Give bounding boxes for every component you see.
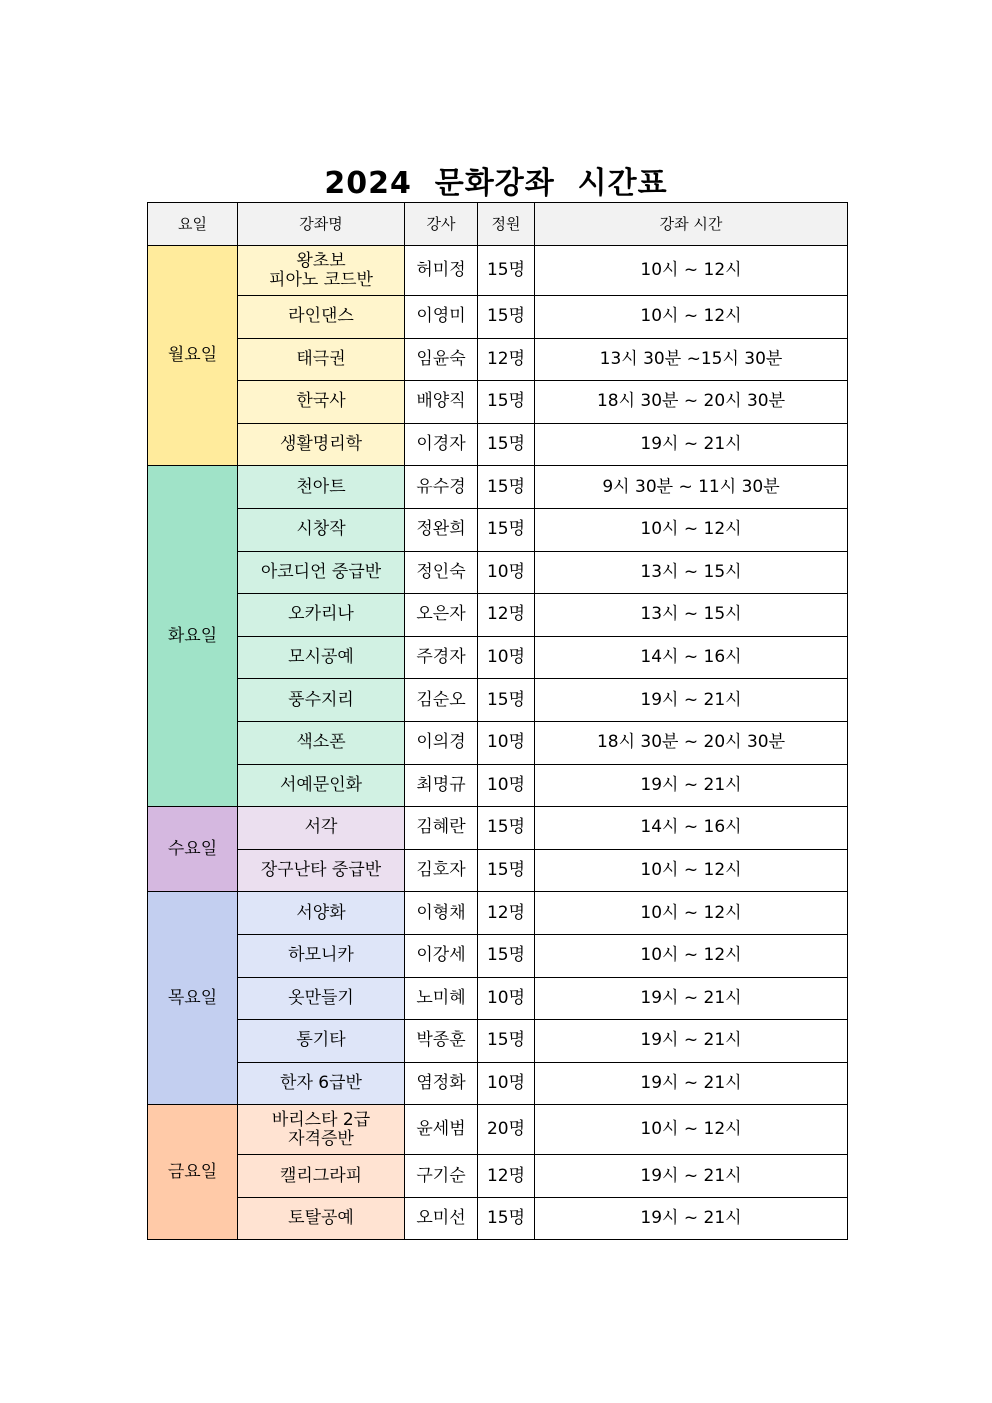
time-cell: 10시 ~ 12시 [535,246,848,296]
instructor-cell: 김호자 [405,849,478,892]
instructor-cell: 염정화 [405,1062,478,1105]
table-row [148,679,848,722]
time-cell: 19시 ~ 21시 [535,679,848,722]
instructor-cell: 김순오 [405,679,478,722]
capacity-cell: 15명 [478,1020,535,1063]
course-cell: 한자 6급반 [238,1062,405,1105]
time-cell: 19시 ~ 21시 [535,1197,848,1240]
day-cell-wednesday: 수요일 [148,807,238,892]
instructor-cell: 유수경 [405,466,478,509]
instructor-cell: 정인숙 [405,551,478,594]
instructor-cell: 임윤숙 [405,338,478,381]
course-cell: 옷만들기 [238,977,405,1020]
table-row [148,551,848,594]
capacity-cell: 15명 [478,423,535,466]
instructor-cell: 이영미 [405,296,478,339]
day-cell-monday: 월요일 [148,246,238,466]
capacity-cell: 10명 [478,721,535,764]
course-cell: 서예문인화 [238,764,405,807]
table-row [148,892,848,935]
course-cell: 모시공예 [238,636,405,679]
day-cell-friday: 금요일 [148,1105,238,1240]
schedule-table [147,202,848,1240]
course-cell: 시창작 [238,508,405,551]
table-row [148,466,848,509]
course-cell: 통기타 [238,1020,405,1063]
instructor-cell: 이강세 [405,934,478,977]
time-cell: 19시 ~ 21시 [535,764,848,807]
header-row [148,203,848,246]
time-cell: 14시 ~ 16시 [535,807,848,850]
time-cell: 18시 30분 ~ 20시 30분 [535,721,848,764]
capacity-cell: 12명 [478,1155,535,1198]
course-cell: 바리스타 2급 자격증반 [238,1105,405,1155]
course-cell: 태극권 [238,338,405,381]
capacity-cell: 10명 [478,551,535,594]
table-row [148,1020,848,1063]
time-cell: 14시 ~ 16시 [535,636,848,679]
table-row [148,764,848,807]
time-cell: 19시 ~ 21시 [535,1020,848,1063]
instructor-cell: 정완희 [405,508,478,551]
capacity-cell: 12명 [478,892,535,935]
course-cell: 오카리나 [238,594,405,637]
course-cell: 색소폰 [238,721,405,764]
table-row [148,977,848,1020]
capacity-cell: 10명 [478,636,535,679]
instructor-cell: 배양직 [405,381,478,424]
instructor-cell: 이의경 [405,721,478,764]
capacity-cell: 12명 [478,338,535,381]
table-row [148,594,848,637]
capacity-cell: 15명 [478,508,535,551]
capacity-cell: 15명 [478,296,535,339]
table-row [148,338,848,381]
header-instructor: 강사 [405,203,478,246]
time-cell: 19시 ~ 21시 [535,423,848,466]
course-cell: 장구난타 중급반 [238,849,405,892]
course-cell: 토탈공예 [238,1197,405,1240]
course-cell: 생활명리학 [238,423,405,466]
instructor-cell: 박종훈 [405,1020,478,1063]
table-row [148,296,848,339]
course-cell: 서각 [238,807,405,850]
instructor-cell: 허미정 [405,246,478,296]
instructor-cell: 오은자 [405,594,478,637]
course-cell: 캘리그라피 [238,1155,405,1198]
capacity-cell: 15명 [478,381,535,424]
header-day: 요일 [148,203,238,246]
capacity-cell: 12명 [478,594,535,637]
time-cell: 10시 ~ 12시 [535,892,848,935]
table-row [148,1155,848,1198]
table-row [148,1105,848,1155]
time-cell: 19시 ~ 21시 [535,977,848,1020]
capacity-cell: 20명 [478,1105,535,1155]
table-row [148,849,848,892]
table-row [148,636,848,679]
header-capacity: 정원 [478,203,535,246]
capacity-cell: 15명 [478,246,535,296]
table-row [148,721,848,764]
header-course: 강좌명 [238,203,405,246]
course-cell: 하모니카 [238,934,405,977]
time-cell: 10시 ~ 12시 [535,934,848,977]
capacity-cell: 15명 [478,807,535,850]
course-cell: 천아트 [238,466,405,509]
capacity-cell: 10명 [478,764,535,807]
table-row [148,381,848,424]
instructor-cell: 주경자 [405,636,478,679]
day-cell-thursday: 목요일 [148,892,238,1105]
time-cell: 10시 ~ 12시 [535,296,848,339]
time-cell: 13시 ~ 15시 [535,551,848,594]
table-row [148,807,848,850]
instructor-cell: 구기순 [405,1155,478,1198]
capacity-cell: 10명 [478,1062,535,1105]
table-row [148,508,848,551]
time-cell: 19시 ~ 21시 [535,1062,848,1105]
instructor-cell: 윤세범 [405,1105,478,1155]
time-cell: 10시 ~ 12시 [535,849,848,892]
course-cell: 왕초보 피아노 코드반 [238,246,405,296]
time-cell: 10시 ~ 12시 [535,1105,848,1155]
table-row [148,1197,848,1240]
capacity-cell: 15명 [478,934,535,977]
instructor-cell: 김혜란 [405,807,478,850]
header-time: 강좌 시간 [535,203,848,246]
course-cell: 라인댄스 [238,296,405,339]
time-cell: 18시 30분 ~ 20시 30분 [535,381,848,424]
time-cell: 13시 ~ 15시 [535,594,848,637]
course-cell: 풍수지리 [238,679,405,722]
course-cell: 아코디언 중급반 [238,551,405,594]
capacity-cell: 15명 [478,466,535,509]
instructor-cell: 노미혜 [405,977,478,1020]
instructor-cell: 이형채 [405,892,478,935]
instructor-cell: 최명규 [405,764,478,807]
time-cell: 19시 ~ 21시 [535,1155,848,1198]
time-cell: 9시 30분 ~ 11시 30분 [535,466,848,509]
capacity-cell: 15명 [478,679,535,722]
capacity-cell: 15명 [478,1197,535,1240]
capacity-cell: 10명 [478,977,535,1020]
time-cell: 10시 ~ 12시 [535,508,848,551]
table-row [148,934,848,977]
page-title: 2024 문화강좌 시간표 [324,166,668,201]
table-row [148,1062,848,1105]
course-cell: 한국사 [238,381,405,424]
instructor-cell: 오미선 [405,1197,478,1240]
day-cell-tuesday: 화요일 [148,466,238,807]
capacity-cell: 15명 [478,849,535,892]
instructor-cell: 이경자 [405,423,478,466]
time-cell: 13시 30분 ~15시 30분 [535,338,848,381]
table-row [148,423,848,466]
table-row [148,246,848,296]
course-cell: 서양화 [238,892,405,935]
